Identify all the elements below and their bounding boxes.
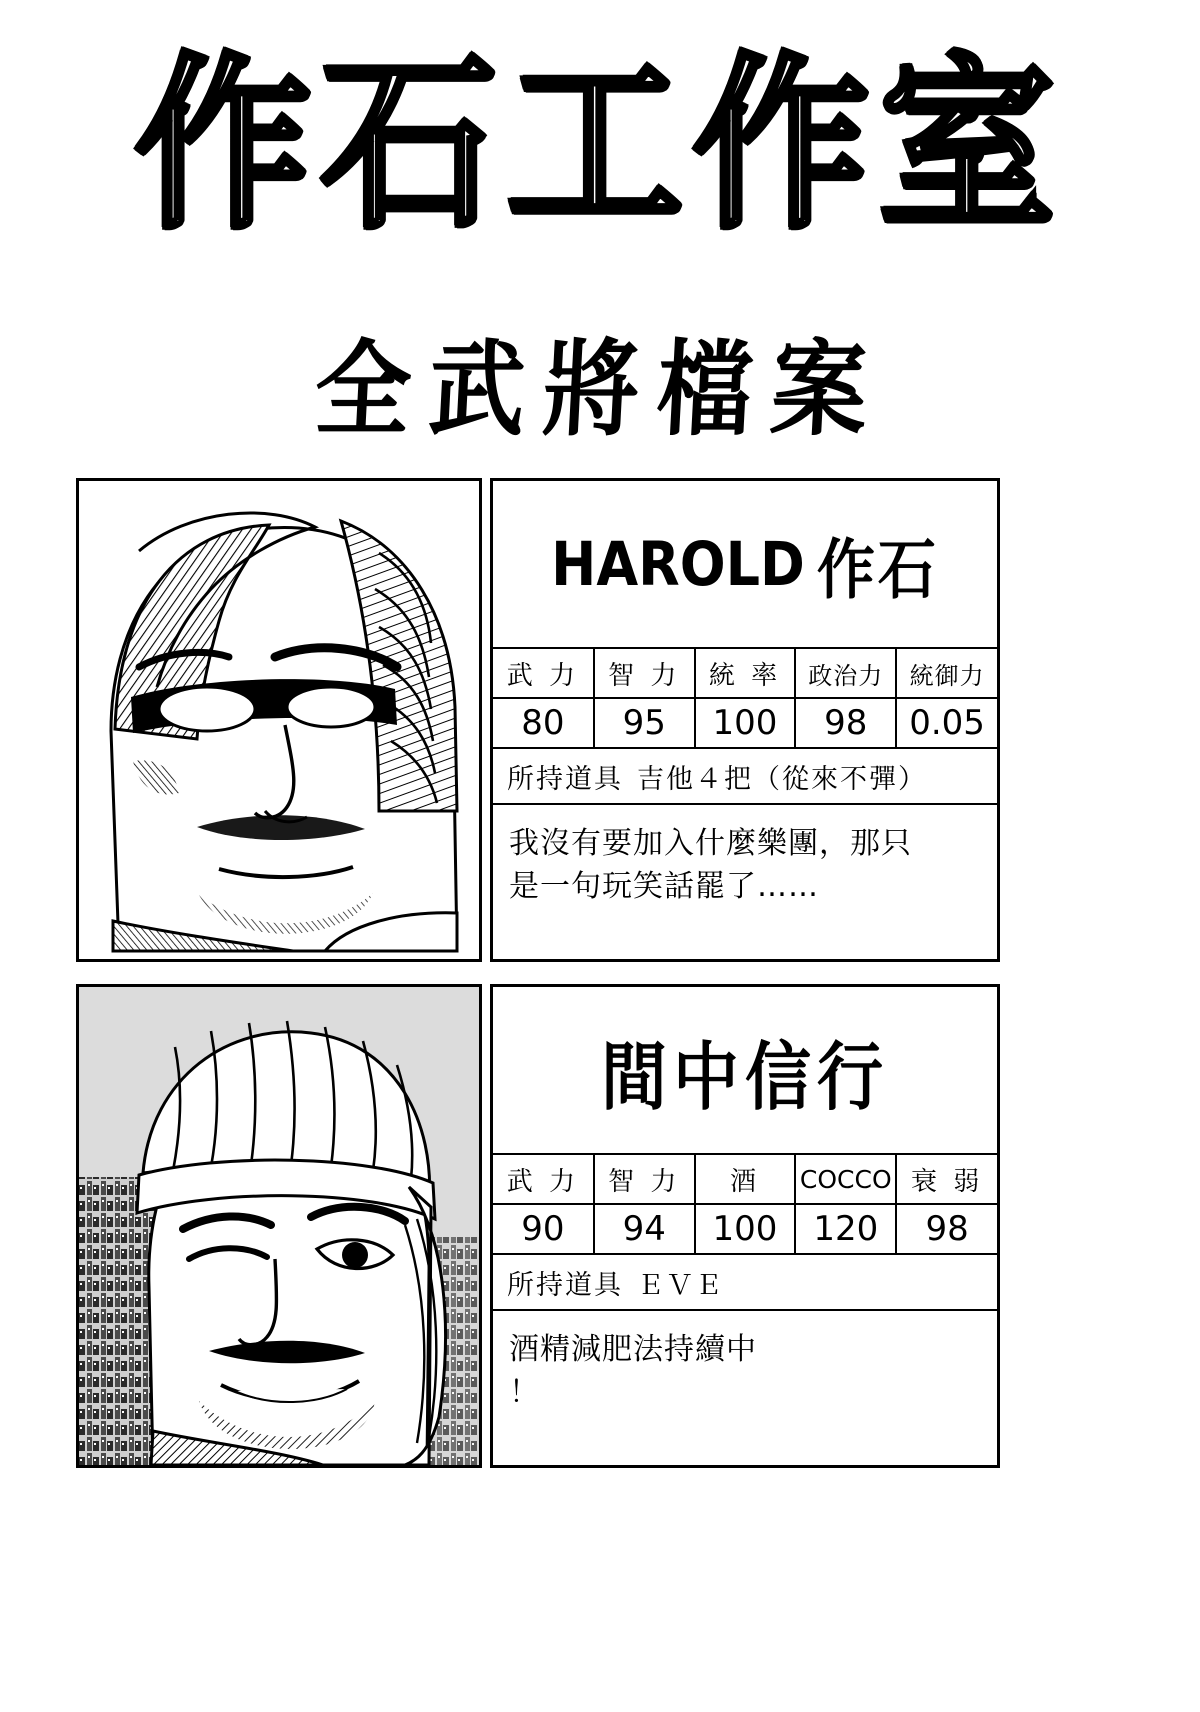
character-quote [493,1311,997,1465]
items-label: 所持道具 [507,763,623,795]
stat-header: 衰 弱 [896,1155,997,1204]
stat-header: 統 率 [695,649,796,698]
quote-line: 我沒有要加入什麼樂團，那只 [509,826,912,861]
stat-value: 100 [695,1204,796,1254]
stats-value-row [493,1204,997,1254]
portrait-artwork [79,481,479,959]
stat-value: 98 [795,698,896,748]
quote-line: ！ [509,1374,540,1410]
masthead [0,36,1200,255]
harold-sakuishi-portrait [76,478,482,962]
stat-value: 94 [594,1204,695,1254]
character-name-cjk: 間中信行 [601,1033,889,1120]
stats-table [493,649,997,749]
stat-value: 120 [795,1204,896,1254]
stat-value: 80 [493,698,594,748]
items-label: 所持道具 [507,1269,623,1301]
character-card [76,984,1000,1468]
items-value: 吉他４把（從來不彈） [637,763,927,795]
stat-header: 武 力 [493,649,594,698]
stat-value: 0.05 [896,698,997,748]
stat-value: 98 [896,1204,997,1254]
character-info [490,478,1000,962]
stat-header: 智 力 [594,649,695,698]
stats-table [493,1155,997,1255]
stat-header: 政治力 [795,649,896,698]
manaka-nobuyuki-portrait [76,984,482,1468]
items-value: ＥＶＥ [637,1269,724,1301]
quote-line: 酒精減肥法持續中 [509,1332,757,1367]
character-info [490,984,1000,1468]
stats-header-row [493,1155,997,1204]
portrait-artwork [79,987,479,1465]
stat-header: 智 力 [594,1155,695,1204]
stats-header-row [493,649,997,698]
stat-value: 100 [695,698,796,748]
character-name [493,481,997,649]
character-name-latin: HAROLD [551,528,805,600]
character-name-cjk: 作石 [816,531,939,608]
character-quote [493,805,997,959]
character-name [493,987,997,1155]
items-row [493,1255,997,1311]
studio-title: 作石工作室 [134,36,1065,255]
quote-line: 是一句玩笑話罷了…… [509,868,819,904]
subtitle-wrap [0,328,1200,451]
stat-value: 90 [493,1204,594,1254]
stats-value-row [493,698,997,748]
items-row [493,749,997,805]
page-subtitle: 全武將檔案 [311,328,889,451]
stat-header: 酒 [695,1155,796,1204]
stat-value: 95 [594,698,695,748]
stat-header: 統御力 [896,649,997,698]
stat-header: COCCO [795,1155,896,1204]
character-card [76,478,1000,962]
stat-header: 武 力 [493,1155,594,1204]
